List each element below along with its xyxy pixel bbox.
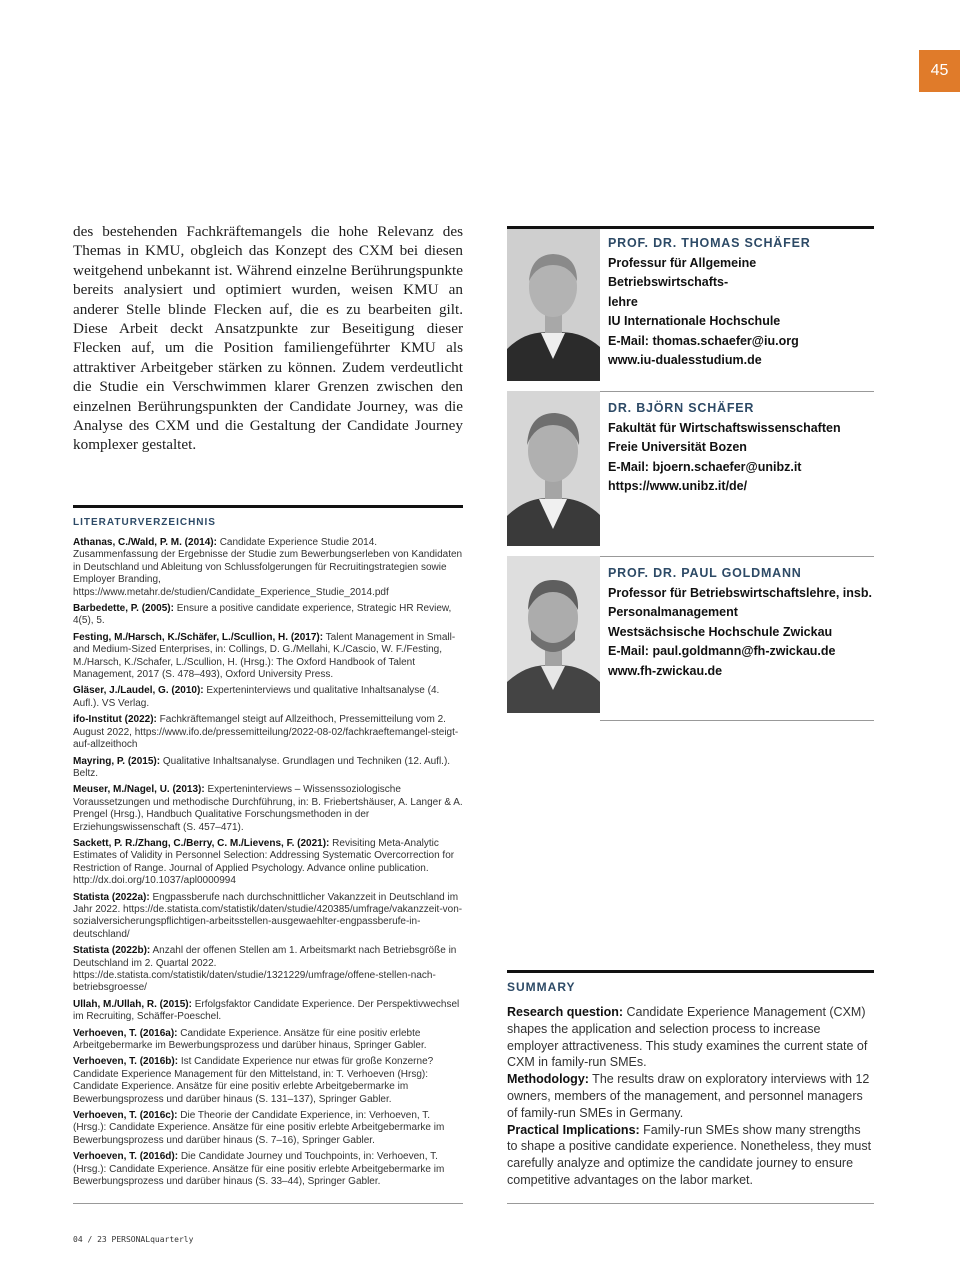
literature-author: Meuser, M./Nagel, U. (2013): — [73, 784, 205, 796]
card-bottom-rule — [600, 720, 874, 721]
summary-method — [507, 1071, 874, 1121]
literature-text: Ist Candidate Experience nur etwas für große Konzerne? Candidate Experience Management für den Mittelstand, in: T. Verhoeven (Hrsg): Candidate Experience. Ansätze für eine positiv erlebte Arbeitgebermarke im Bewerbungsprozess und darüber hinaus (S. 131–137), Springer Gabler. — [73, 1056, 434, 1105]
author-card-paul-goldmann — [507, 556, 874, 721]
author-email[interactable]: E-Mail: bjoern.schaefer@unibz.it — [608, 459, 802, 474]
literature-text: Experteninterviews – Wissenssoziologische Voraussetzungen und methodische Durchführung, in: B. Friebertshäuser, A. Langer & A. Prengel (Hrsg.), Handbuch Qualitative Forschungsmethoden in der Erziehungswissenschaft (S. 457–471). — [73, 784, 463, 833]
author-position: Professor für Betriebswirtschaftslehre, insb. — [608, 585, 872, 600]
literature-author: Statista (2022a): — [73, 891, 150, 903]
literature-text: Qualitative Inhaltsanalyse. Grundlagen und Techniken (12. Aufl.). Beltz. — [73, 755, 451, 779]
literature-entry — [73, 999, 463, 1024]
author-institution: Westsächsische Hochschule Zwickau — [608, 624, 833, 639]
author-info — [608, 234, 874, 371]
literature-entry — [73, 1028, 463, 1053]
author-institution: IU Internationale Hochschule — [608, 314, 781, 328]
summary-implications-label: Practical Implications: — [507, 1122, 640, 1137]
literature-text: Die Candidate Journey und Touchpoints, in: Verhoeven, T. (Hrsg.): Candidate Experience. Ansätze für eine positiv erlebte Arbeitgebermarke im Bewerbungsprozess und darüber hinaus (S. 33–44), Springer Gabler. — [73, 1151, 445, 1188]
literature-entry — [73, 632, 463, 682]
author-name: PROF. DR. THOMAS SCHÄFER — [608, 236, 811, 250]
literature-entry — [73, 1151, 463, 1188]
author-website[interactable]: www.fh-zwickau.de — [608, 663, 723, 678]
summary-method-label: Methodology: — [507, 1072, 589, 1087]
summary-implications-text: Family-run SMEs show many strengths to shape a positive candidate experience. Nonetheless, they must carefully analyze and optimize the candidate journey to ensure competitive advantages on the labor market. — [507, 1122, 872, 1187]
literature-author: Athanas, C./Wald, P. M. (2014): — [73, 537, 217, 548]
literature-author: Verhoeven, T. (2016c): — [73, 1110, 178, 1122]
literature-text: Engpassberufe nach durchschnittlicher Vakanzzeit in Deutschland im Jahr 2022. https://de.statista.com/statistik/daten/studie/420385/umfrage/vakanzzeit-von-sozialversicherungspflichtigen-arbeitsstellen-ausgewaehlter-engpassberufe-in-deutschland/ — [73, 891, 463, 940]
summary-heading: SUMMARY — [507, 980, 576, 994]
literature-entry — [73, 714, 463, 751]
summary-implications — [507, 1122, 874, 1189]
literature-author: Festing, M./Harsch, K./Schäfer, L./Scullion, H. (2017): — [73, 631, 324, 643]
literature-author: Mayring, P. (2015): — [73, 755, 161, 767]
portrait-icon — [507, 556, 600, 713]
author-info — [608, 399, 874, 497]
summary-research-label: Research question: — [507, 1005, 624, 1019]
literature-entry — [73, 537, 463, 599]
literature-bottom-rule — [73, 1203, 463, 1204]
literature-author: Statista (2022b): — [73, 945, 151, 957]
author-position-cont: Personalmanagement — [608, 605, 738, 619]
author-name: DR. BJÖRN SCHÄFER — [608, 401, 755, 415]
literature-text: Experteninterviews und qualitative Inhaltsanalyse (4. Aufl.). VS Verlag. — [73, 685, 440, 709]
author-faculty: Fakultät für Wirtschaftswissenschaften — [608, 420, 841, 435]
literature-entry — [73, 1110, 463, 1147]
literature-text: Candidate Experience. Ansätze für eine positiv erlebte Arbeitgebermarke im Bewerbungsprozess und darüber hinaus, Springer Gabler. — [73, 1027, 427, 1052]
literature-author: Verhoeven, T. (2016a): — [73, 1027, 178, 1039]
literature-author: Verhoeven, T. (2016d): — [73, 1151, 179, 1163]
literature-list — [73, 537, 463, 1193]
literature-text: Erfolgsfaktor Candidate Experience. Der Perspektivwechsel im Recruiting, Schäffer-Poeschel. — [73, 998, 460, 1023]
literature-author: ifo-Institut (2022): — [73, 714, 157, 726]
literature-text: Revisiting Meta-Analytic Estimates of Validity in Personnel Selection: Addressing Systematic Overcorrection for Restriction of Range. Journal of Applied Psychology. Advance online publication. http://dx.doi.org/10.1037/apl0000994 — [73, 837, 455, 887]
summary-research-text: Candidate Experience Management (CXM) shapes the application and selection process to increase employer attractiveness. This study examines the current state of CXM in family-run SMEs. — [507, 1005, 868, 1070]
author-institution: Freie Universität Bozen — [608, 440, 747, 454]
author-photo — [507, 391, 600, 546]
author-position-cont: lehre — [608, 294, 638, 309]
literature-entry — [73, 784, 463, 834]
literature-entry — [73, 892, 463, 942]
page-number: 45 — [919, 50, 960, 92]
literature-entry — [73, 756, 463, 781]
summary-top-rule — [507, 970, 874, 973]
summary-method-text: The results draw on exploratory interviews with 12 owners, members of the management, and personnel managers of family-run SMEs in Germany. — [507, 1072, 870, 1120]
author-website[interactable]: www.iu-dualesstudium.de — [608, 353, 762, 367]
literature-text: Anzahl der offenen Stellen am 1. Arbeitsmarkt nach Betriebsgröße in Deutschland im 2. Quartal 2022. https://de.statista.com/statistik/daten/studie/1321229/umfrage/offene-stellen-nach-betriebsgroesse/ — [73, 945, 457, 994]
literature-entry — [73, 685, 463, 710]
portrait-icon — [507, 391, 600, 546]
author-email[interactable]: E-Mail: thomas.schaefer@iu.org — [608, 333, 799, 348]
literature-text: Die Theorie der Candidate Experience, in: Verhoeven, T. (Hrsg.): Candidate Experience. Ansätze für eine positiv erlebte Arbeitgebermarke im Bewerbungsprozess und darüber hinaus (S. 7–16), Springer Gabler. — [73, 1110, 445, 1146]
literature-entry — [73, 603, 463, 628]
literature-entry — [73, 1056, 463, 1106]
literature-entry — [73, 838, 463, 888]
literature-text: Ensure a positive candidate experience, Strategic HR Review, 4(5), 5. — [73, 603, 452, 627]
summary-research — [507, 1004, 874, 1071]
literature-author: Ullah, M./Ullah, R. (2015): — [73, 998, 192, 1010]
literature-entry — [73, 945, 463, 995]
literature-author: Verhoeven, T. (2016b): — [73, 1056, 179, 1068]
literature-heading: LITERATURVERZEICHNIS — [73, 517, 216, 528]
literature-top-rule — [73, 505, 463, 508]
body-text: des bestehenden Fachkräftemangels die hohe Relevanz des Themas in KMU, obgleich das Konzept des CXM bei diesen weitgehend unbekannt ist. Während einzelne Berührungspunkte bereits analysiert und optimiert wurden, weisen KMU an anderer Stelle blinde Flecken auf, die es zu bearbeiten gilt. Diese Arbeit deckt Ansatzpunkte zur Beseitigung dieser Flecken auf, um die Position familiengeführter KMU als attraktiver Arbeitgeber stärken zu können. Zudem verdeutlicht die Studie ein Verschwimmen klarer Grenzen zwischen den einzelnen Berührungspunkten der Candidate Journey, was die Analyse des CXM und die Gestaltung der Candidate Journey komplexer gestaltet. — [73, 223, 463, 454]
literature-author: Gläser, J./Laudel, G. (2010): — [73, 685, 204, 697]
author-email[interactable]: E-Mail: paul.goldmann@fh-zwickau.de — [608, 644, 836, 658]
author-photo — [507, 556, 600, 713]
portrait-icon — [507, 229, 600, 381]
literature-author: Sackett, P. R./Zhang, C./Berry, C. M./Lievens, F. (2021): — [73, 837, 330, 849]
author-info — [608, 564, 874, 681]
summary-text — [507, 1004, 874, 1189]
literature-text: Candidate Experience Studie 2014. Zusammenfassung der Ergebnisse der Studie zum Bewerbungserleben von Kandidaten in Deutschland und Ableitung von Schlussfolgerungen für Recruitingstrategien sowie Employer Branding, https://www.metahr.de/studien/Candidate_Experience_Studie_2014.pdf — [73, 537, 463, 598]
footer-issue: 04 / 23 PERSONALquarterly — [73, 1235, 194, 1244]
literature-author: Barbedette, P. (2005): — [73, 603, 174, 615]
author-position: Professur für Allgemeine Betriebswirtschafts- — [608, 255, 757, 289]
author-card-thomas-schaefer — [507, 226, 874, 391]
author-photo — [507, 229, 600, 381]
author-website[interactable]: https://www.unibz.it/de/ — [608, 479, 748, 493]
author-name: PROF. DR. PAUL GOLDMANN — [608, 566, 802, 580]
author-card-bjoern-schaefer — [507, 391, 874, 556]
summary-bottom-rule — [507, 1203, 874, 1204]
literature-text: Talent Management in Small- and Medium-Sized Enterprises, in: Collings, D. G./Mellahi, K./Cascio, W. F./Festing, M./Harsch, K./Schafer, L./Scullion, H. (Hrsg.): The Oxford Handbook of Talent Management, 2017 (S. 478–493), Oxford University Press. — [73, 631, 456, 681]
literature-text: Fachkräftemangel steigt auf Allzeithoch, Pressemitteilung vom 2. August 2022, https://www.ifo.de/pressemitteilung/2022-08-02/fachkraeftemangel-steigt-auf-allzeithoch — [73, 714, 459, 751]
